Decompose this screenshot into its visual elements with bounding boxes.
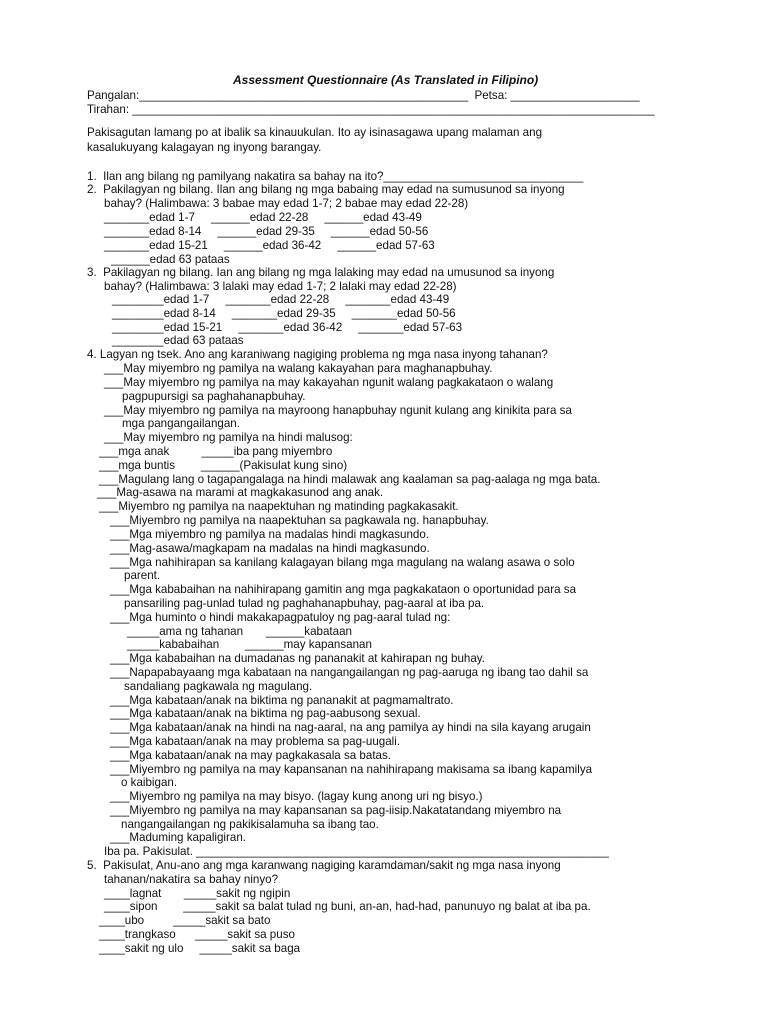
age-row[interactable]: ________edad 15-21 _______edad 36-42 _______edad 57-63 (112, 321, 463, 334)
checklist-subitem[interactable]: _____kababaihan ______may kapansanan (127, 638, 372, 651)
checklist-item[interactable]: ___Mga kababaihan na nahihirapang gamitin ang mga pagkakataon o oportunidad para sa (110, 583, 577, 596)
checklist-item[interactable]: ___Mga kabataan/anak na hindi na nag-aaral, na ang pamilya ay hindi na sila kayang arugain (110, 721, 591, 734)
checklist-item[interactable]: ___Mga nahihirapan sa kanilang kalagayan bilang mga magulang na walang asawa o solo (110, 556, 575, 569)
checklist-item[interactable]: ___Mga kabataan/anak na may problema sa pag-uugali. (110, 735, 401, 748)
age-row[interactable]: ________edad 63 pataas (112, 334, 244, 347)
illness-row[interactable]: ____lagnat _____sakit ng ngipin (104, 887, 291, 900)
checklist-item-cont: mga pangangailangan. (122, 417, 240, 430)
question-2-text: 2. Pakilagyan ng bilang. Ilan ang bilang ng mga babaing may edad na sumusunod sa inyong (87, 183, 565, 196)
checklist-item[interactable]: ___Miyembro ng pamilya na naapektuhan sa pagkawala ng. hanapbuhay. (110, 514, 489, 527)
checklist-item[interactable]: ___Mga kabataan/anak na biktima ng pag-aabusong sexual. (110, 707, 421, 720)
illness-row[interactable]: ____sipon _____sakit sa balat tulad ng buni, an-an, had-had, panunuyo ng balat at iba pa. (104, 900, 591, 913)
checklist-item-cont: pagpupursigi sa paghahanapbuhay. (122, 390, 306, 403)
question-2-text: bahay? (Halimbawa: 3 babae may edad 1-7; 2 babae may edad 22-28) (104, 197, 469, 210)
checklist-item[interactable]: ___May miyembro ng pamilya na mayroong hanapbuhay ngunit kulang ang kinikita para sa (104, 404, 572, 417)
illness-row[interactable]: ____ubo _____sakit sa bato (99, 914, 271, 927)
age-row[interactable]: ________edad 1-7 _______edad 22-28 _______edad 43-49 (112, 293, 450, 306)
intro-line: kasalukuyang kalagayan ng inyong barangay. (87, 141, 322, 154)
checklist-subitem[interactable]: ___mga buntis ______(Pakisulat kung sino) (99, 459, 348, 472)
checklist-item[interactable]: ___Mga miyembro ng pamilya na madalas hindi magkasundo. (110, 528, 430, 541)
question-1[interactable]: 1. Ilan ang bilang ng pamilyang nakatira sa bahay na ito?_______________________________ (87, 170, 584, 183)
question-3-text: bahay? (Halimbawa: 3 lalaki may edad 1-7; 2 lalaki may edad 22-28) (104, 280, 457, 293)
checklist-item[interactable]: ___Mga huminto o hindi makakapagpatuloy ng pag-aaral tulad ng: (110, 611, 451, 624)
checklist-item-cont: parent. (124, 569, 161, 582)
checklist-item[interactable]: ___Miyembro ng pamilya na may kapansanan na nahihirapang makisama sa ibang kapamilya (110, 763, 593, 776)
question-5-text: tahanan/nakatira sa bahay ninyo? (104, 873, 279, 886)
age-row[interactable]: _______edad 1-7 ______edad 22-28 ______edad 43-49 (104, 211, 422, 224)
checklist-item[interactable]: ___Mga kabataan/anak na biktima ng pananakit at pagmamaltrato. (110, 694, 454, 707)
checklist-subitem[interactable]: ___mga anak _____iba pang miyembro (99, 445, 333, 458)
checklist-item[interactable]: ___Mag-asawa na marami at magkakasunod ang anak. (97, 486, 384, 499)
checklist-item-cont: pansariling pag-unlad tulad ng paghahanapbuhay, pag-aaral at iba pa. (124, 597, 485, 610)
checklist-item-cont: sandaliang pagkawala ng magulang. (124, 680, 313, 693)
checklist-subitem[interactable]: _____ama ng tahanan ______kabataan (127, 625, 352, 638)
illness-row[interactable]: ____trangkaso _____sakit sa puso (99, 928, 295, 941)
checklist-item[interactable]: ___May miyembro ng pamilya na walang kakayahan para maghanapbuhay. (104, 362, 493, 375)
question-5-text: 5. Pakisulat, Anu-ano ang mga karanwang nagiging karamdaman/sakit ng mga nasa inyong (87, 859, 561, 872)
checklist-item[interactable]: ___Miyembro ng pamilya na may bisyo. (lagay kung anong uri ng bisyo.) (110, 790, 483, 803)
checklist-item-cont: o kaibigan. (121, 776, 178, 789)
age-row[interactable]: ______edad 63 pataas (111, 253, 230, 266)
checklist-item[interactable]: ___Napapabayaang mga kabataan na nangangailangan ng pag-aaruga ng ibang tao dahil sa (110, 666, 589, 679)
checklist-item[interactable]: ___Mga kabataan/anak na may pagkakasala sa batas. (110, 749, 392, 762)
page-title: Assessment Questionnaire (As Translated in Filipino) (233, 73, 539, 87)
checklist-item[interactable]: ___Mga kababaihan na dumadanas ng pananakit at kahirapan ng buhay. (110, 652, 485, 665)
checklist-item[interactable]: ___Mag-asawa/magkapam na madalas na hindi magkasundo. (110, 542, 430, 555)
intro-line: Pakisagutan lamang po at ibalik sa kinauukulan. Ito ay isinasagawa upang malaman ang (87, 126, 543, 139)
checklist-item[interactable]: ___May miyembro ng pamilya na hindi malusog: (104, 431, 353, 444)
other-specify-line[interactable]: Iba pa. Pakisulat. ________________________________________________________________ (104, 845, 609, 858)
checklist-item[interactable]: ___Miyembro ng pamilya na may kapansanan sa pag-iisip.Nakatatandang miyembro na (110, 804, 562, 817)
checklist-item[interactable]: ___Magulang lang o tagapangalaga na hindi malawak ang kaalaman sa pag-aalaga ng mga bata. (99, 473, 601, 486)
checklist-item[interactable]: ___Maduming kapaligiran. (110, 831, 246, 844)
age-row[interactable]: _______edad 15-21 ______edad 36-42 ______edad 57-63 (104, 239, 435, 252)
question-3-text: 3. Pakilagyan ng bilang. Ian ang bilang ng mga lalaking may edad na umusunod sa inyong (87, 266, 555, 279)
checklist-item-cont: nangangailangan ng pakikisalamuha sa ibang tao. (121, 818, 379, 831)
age-row[interactable]: ________edad 8-14 _______edad 29-35 _______edad 50-56 (112, 307, 456, 320)
checklist-item[interactable]: ___Miyembro ng pamilya na naapektuhan ng matinding pagkakasakit. (99, 500, 459, 513)
question-4-text: 4. Lagyan ng tsek. Ano ang karaniwang nagiging problema ng mga nasa inyong tahanan? (87, 348, 548, 361)
address-line[interactable]: Tirahan: _________________________________________________________________________________ (87, 103, 655, 116)
checklist-item[interactable]: ___May miyembro ng pamilya na may kakayahan ngunit walang pagkakataon o walang (104, 376, 554, 389)
name-date-line[interactable]: Pangalan:___________________________________________________ Petsa: ____________________ (87, 89, 640, 102)
age-row[interactable]: _______edad 8-14 ______edad 29-35 ______edad 50-56 (104, 225, 429, 238)
illness-row[interactable]: ____sakit ng ulo _____sakit sa baga (99, 942, 301, 955)
